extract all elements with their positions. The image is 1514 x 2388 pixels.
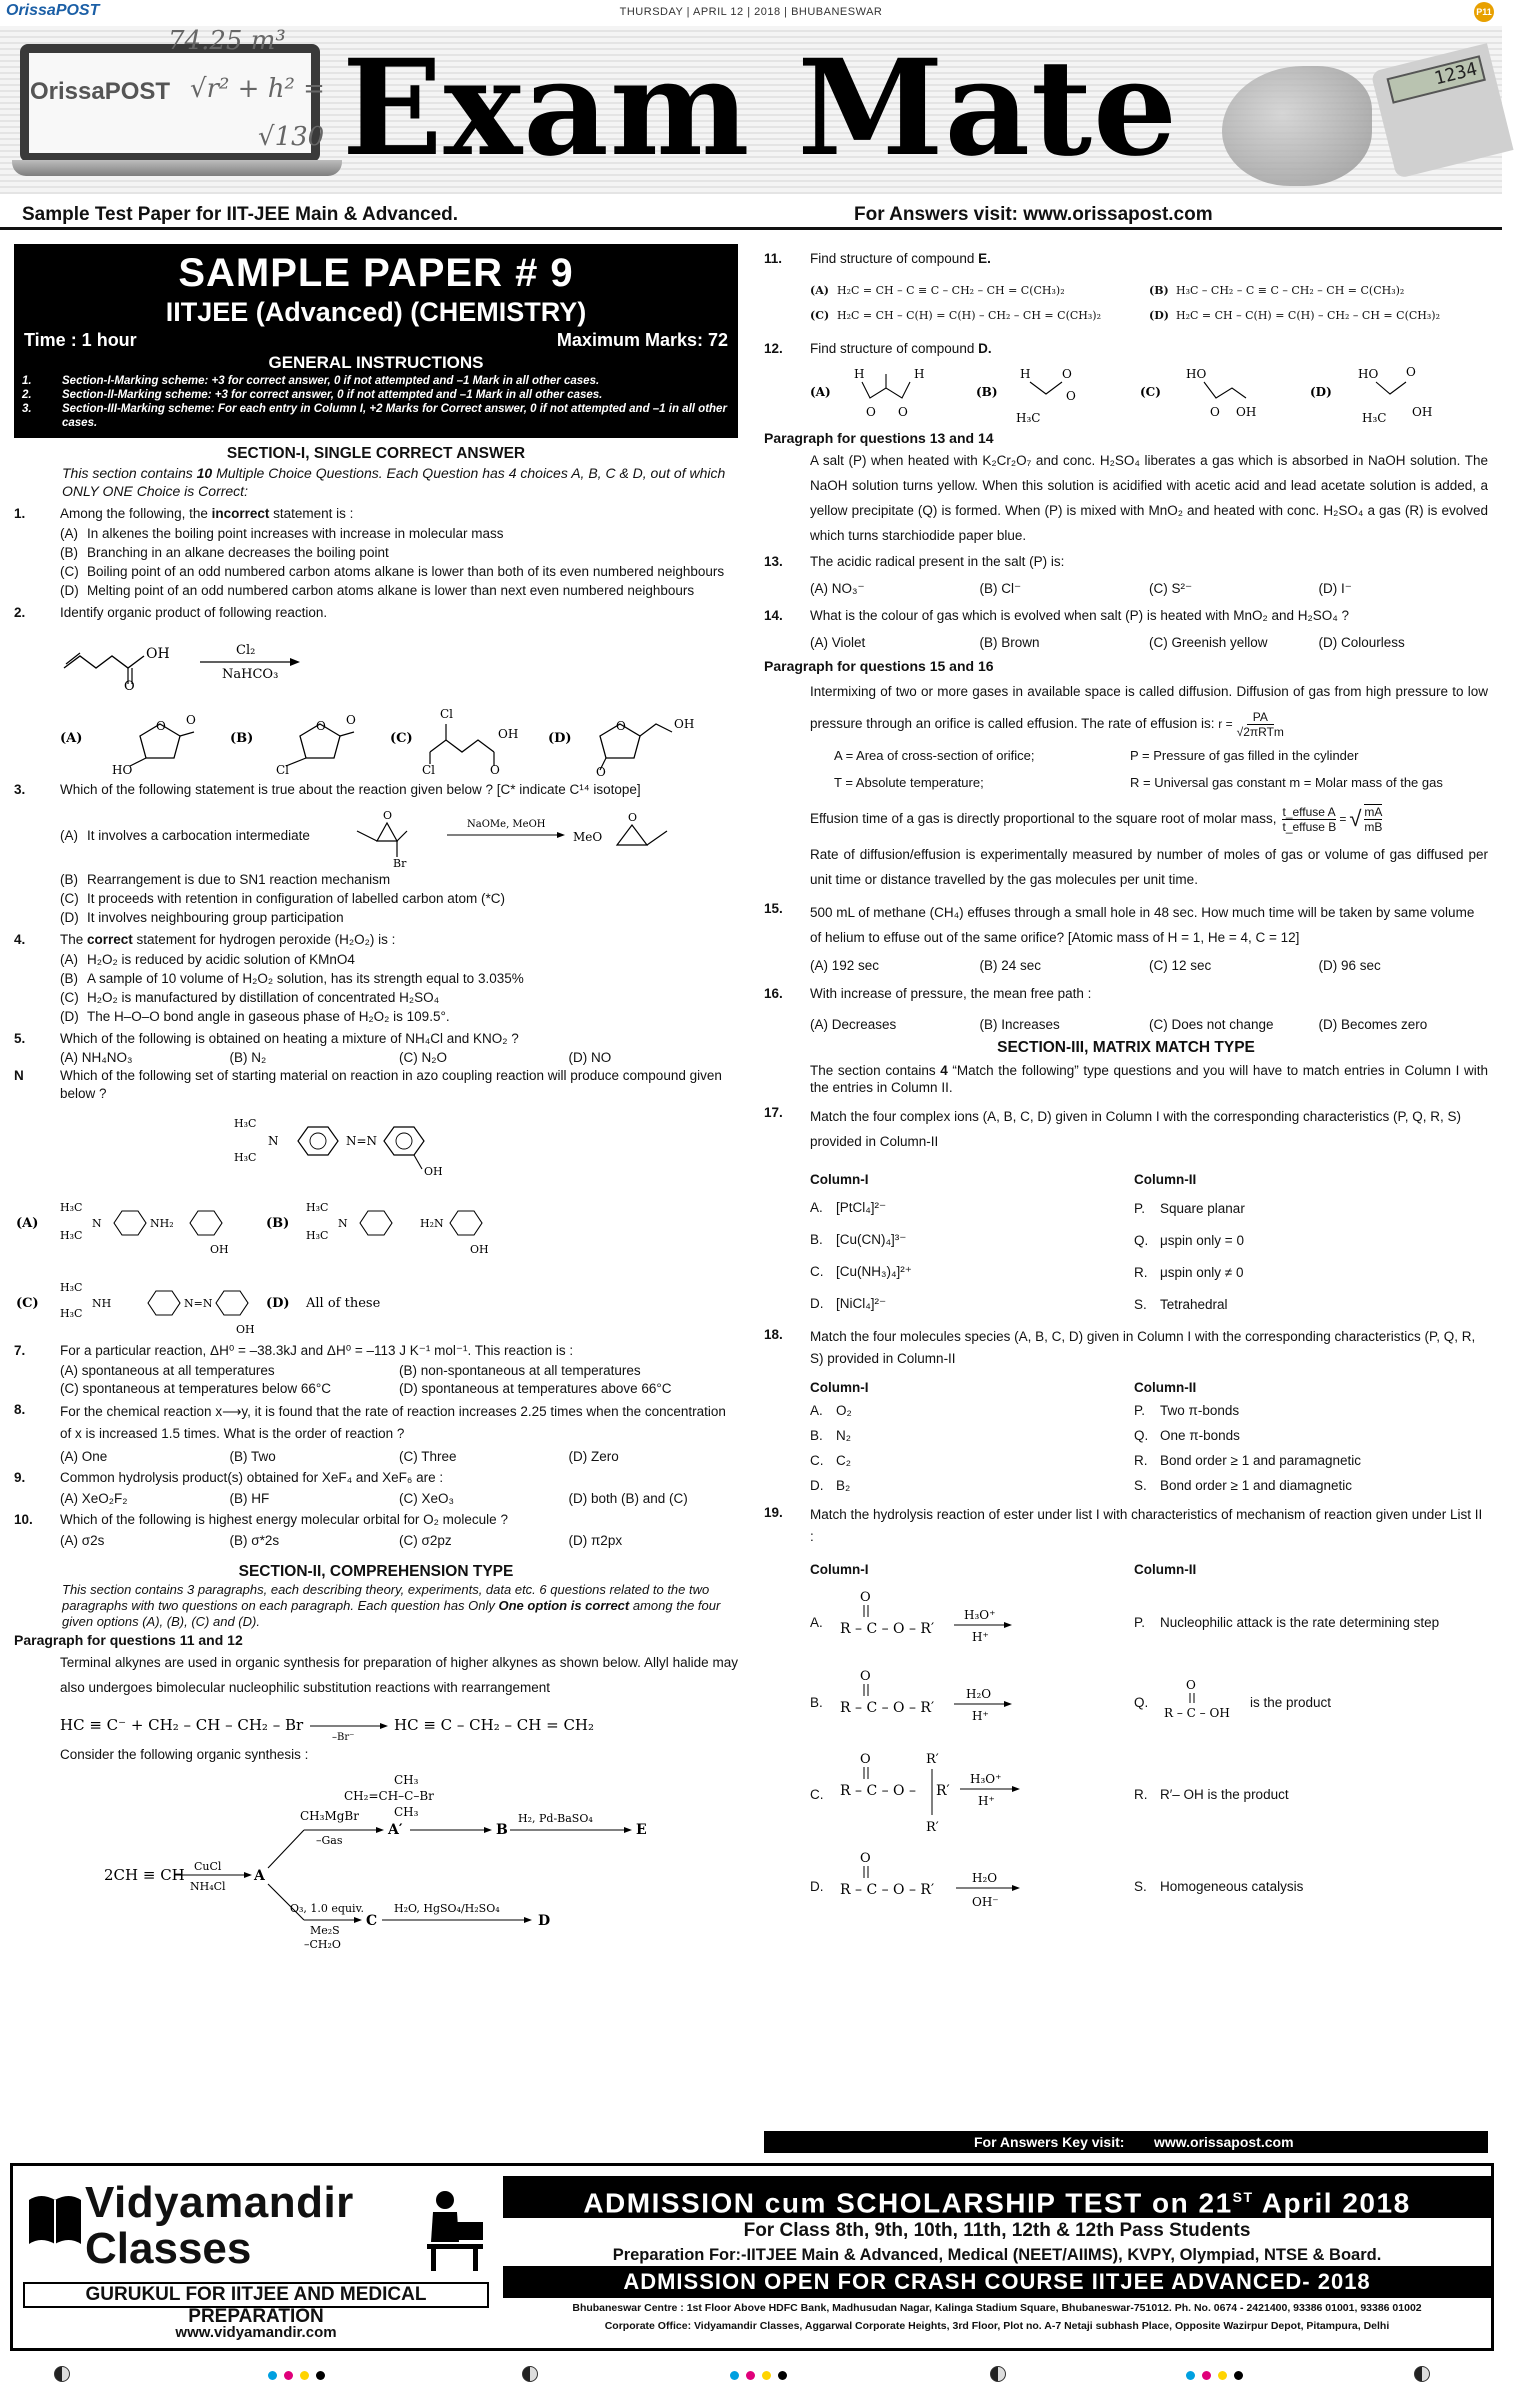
section-3-heading: SECTION-III, MATRIX MATCH TYPE (997, 1039, 1255, 1057)
ester-hydrolysis-d (836, 1848, 1056, 1924)
svg-text:H₃C: H₃C (60, 1201, 83, 1214)
option: (C) N₂O (399, 1050, 447, 1065)
svg-text:OH⁻: OH⁻ (972, 1895, 999, 1910)
question-7: 7. For a particular reaction, ΔH⁰ = –38.3kJ and ΔH⁰ = –113 J K⁻¹ mol⁻¹. This reaction is : (14, 1343, 574, 1358)
subtitle-left: Sample Test Paper for IIT-JEE Main & Advanced. (22, 204, 459, 225)
svg-text:H₃C: H₃C (1016, 411, 1041, 425)
svg-text:–Br⁻: –Br⁻ (332, 1732, 355, 1743)
svg-text:(D): (D) (548, 731, 572, 746)
math-decoration: √130 (258, 122, 325, 152)
registration-dot (1218, 2371, 1227, 2380)
svg-text:O₃, 1.0 equiv.: O₃, 1.0 equiv. (290, 1902, 364, 1915)
option: (B) Cl⁻ (979, 581, 1022, 596)
advert-address-bhubaneswar: Bhubaneswar Centre : 1st Floor Above HDFC Bank, Madhusudan Nagar, Kalinga Stadium Square, Bhubaneswar-751012. Ph. No. 0674 - 2421400, 93386 01001, 93386 01002 (572, 2302, 1422, 2314)
question-6-azo-compound (234, 1109, 738, 1181)
svg-text:A′: A′ (388, 1822, 403, 1838)
svg-text:OH: OH (146, 646, 170, 662)
question-9-options (14, 1491, 738, 1506)
option: (C) Three (399, 1449, 457, 1464)
effusion-time-text: Effusion time of a gas is directly proportional to the square root of molar mass, t_effuse A t_effuse B = √ mA mB (810, 804, 1383, 835)
question-12-options (810, 364, 1488, 426)
question-13: 13. The acidic radical present in the salt (P) is: (764, 554, 1065, 569)
alkyne-reaction (60, 1706, 738, 1742)
paragraph-11-12-heading: Paragraph for questions 11 and 12 (14, 1632, 243, 1648)
vidyamandir-advert (10, 2163, 1494, 2351)
option: (B) H₃C – CH₂ – C ≡ C – CH₂ – CH = C(CH₃)₂ (1149, 284, 1405, 297)
svg-text:H: H (854, 367, 865, 381)
book-icon (27, 2188, 83, 2248)
registration-dot (300, 2371, 309, 2380)
question-8: 8. For the chemical reaction x⟶y, it is found that the rate of reaction increases 2.25 times when the concentration of x is increased 1.5 times. What is the order of reaction ? (14, 1402, 726, 1441)
svg-text:(D): (D) (1310, 385, 1332, 399)
svg-text:H⁺: H⁺ (978, 1794, 995, 1809)
svg-text:HO: HO (1186, 367, 1207, 381)
registration-mark (1414, 2366, 1430, 2382)
answers-key-label: For Answers Key visit: (974, 2134, 1125, 2150)
svg-text:HO: HO (1358, 367, 1379, 381)
option: (A) Decreases (810, 1017, 897, 1033)
svg-text:NaHCO₃: NaHCO₃ (222, 667, 279, 682)
question-3-reaction (357, 801, 697, 869)
option: (A) In alkenes the boiling point increases with increase in molecular mass (60, 526, 504, 541)
svg-text:OH: OH (1412, 405, 1433, 419)
svg-text:O: O (866, 405, 876, 419)
option: (A) It involves a carbocation intermediate O Br NaOMe, MeOH MeO O (60, 801, 738, 869)
option: (D) both (B) and (C) (568, 1491, 688, 1506)
svg-text:Cl: Cl (276, 763, 290, 777)
registration-mark (54, 2366, 70, 2382)
advert-address-corporate: Corporate Office: Vidyamandir Classes, Aggarwal Corporate Heights, 3rd Floor, Plot no. A-7 Netaji subhash Place, Opposite Wazirpur Depot, Pitampura, Delhi (604, 2320, 1390, 2332)
question-5: 5. Which of the following is obtained on heating a mixture of NH₄Cl and KNO₂ ? (14, 1031, 519, 1046)
question-19-matrix: Column-I Column-II A. O R – C – O – R′ H₃O⁺ H⁺ P. Nucleophilic attack is the rate determining step B. O R – C – O – R′ H₂O H⁺ Q. O R – C – OH is the product C. O R – C – O – R′ R′ R′ H₃O⁺ H⁺ R. R′– OH is the product D. O R – C – O – R′ H₂O OH⁻ S. Homogeneous catalysis (764, 1554, 1488, 1928)
svg-text:(A): (A) (810, 385, 831, 399)
option: (B) N₂ (229, 1050, 267, 1065)
svg-text:H₃C: H₃C (306, 1229, 329, 1242)
svg-text:R – C – OH: R – C – OH (1164, 1706, 1230, 1721)
svg-text:N: N (338, 1217, 348, 1230)
svg-text:–CH₂O: –CH₂O (304, 1938, 341, 1951)
question-3-options (14, 801, 738, 926)
option: (B) HF (229, 1491, 270, 1506)
registration-dot (730, 2371, 739, 2380)
svg-text:HC ≡ C⁻ + CH₂ – CH – CH₂ – Br: HC ≡ C⁻ + CH₂ – CH – CH₂ – Br (60, 1716, 304, 1734)
advert-tagline: GURUKUL FOR IITJEE AND MEDICAL PREPARATION (23, 2282, 489, 2308)
advert-brand-name-2: Classes (85, 2224, 252, 2273)
svg-text:H₃C: H₃C (306, 1201, 329, 1214)
svg-text:O: O (860, 1669, 871, 1685)
advert-info-block (503, 2166, 1491, 2348)
registration-dot (1202, 2371, 1211, 2380)
ester-hydrolysis-c (836, 1749, 1056, 1839)
svg-text:H₃O⁺: H₃O⁺ (964, 1608, 996, 1623)
option: (D) π2px (568, 1533, 623, 1548)
svg-text:E: E (636, 1822, 647, 1838)
question-2-reaction (60, 628, 738, 694)
option: (C) Does not change (1149, 1017, 1274, 1033)
answers-key-bar (764, 2131, 1488, 2153)
svg-text:NaOMe, MeOH: NaOMe, MeOH (467, 819, 546, 830)
registration-mark (990, 2366, 1006, 2382)
svg-text:OH: OH (210, 1243, 229, 1256)
paper-time: Time : 1 hour (24, 330, 137, 350)
question-13-options (764, 581, 1488, 597)
question-4-options (14, 951, 738, 1025)
question-6-options (16, 1187, 738, 1337)
option: (D) Becomes zero (1318, 1017, 1428, 1033)
svg-text:NH₄Cl: NH₄Cl (190, 1880, 226, 1893)
svg-text:NH: NH (92, 1297, 112, 1310)
question-2-options (60, 696, 738, 779)
question-11-options (764, 282, 1488, 322)
option: (D) Melting point of an odd numbered carbon atoms alkane is lower than next even numbered neighbours (60, 583, 695, 598)
svg-text:H₃O⁺: H₃O⁺ (970, 1772, 1002, 1787)
question-15-options (764, 958, 1488, 973)
option: (D) 96 sec (1318, 958, 1381, 974)
svg-text:HO: HO (112, 763, 133, 777)
registration-dot (284, 2371, 293, 2380)
svg-text:H₃C: H₃C (234, 1117, 257, 1130)
option: (A) 192 sec (810, 958, 880, 974)
question-8-options (14, 1449, 738, 1464)
svg-text:O: O (1406, 365, 1416, 379)
svg-text:MeO: MeO (573, 830, 603, 844)
advert-website[interactable]: www.vidyamandir.com (175, 2324, 337, 2341)
laptop-illustration (12, 44, 342, 184)
svg-text:(A): (A) (16, 1216, 39, 1231)
option: (A) XeO₂F₂ (60, 1491, 128, 1506)
svg-text:O: O (124, 679, 135, 694)
advert-logo-block (19, 2176, 493, 2346)
question-12: 12. Find structure of compound D. (764, 341, 992, 356)
svg-text:R – C – O – R′: R – C – O – R′ (840, 1882, 935, 1899)
svg-text:O: O (860, 1590, 871, 1606)
question-9: 9. Common hydrolysis product(s) obtained for XeF₄ and XeF₆ are : (14, 1470, 444, 1485)
svg-text:O: O (1066, 389, 1076, 403)
option: (C) σ2pz (399, 1533, 452, 1548)
svg-text:O: O (898, 405, 908, 419)
svg-text:(A): (A) (60, 731, 83, 746)
paragraph-13-14-text: A salt (P) when heated with K₂Cr₂O₇ and conc. H₂SO₄ liberates a gas which is absorbed in NaOH solution. The NaOH solution turns yellow. When this solution is acidified with acetic acid and lead acetate solution is added, a yellow precipitate (Q) is formed. When (P) is mixed with MnO₂ and heated with conc. H₂SO₄ a gas (R) is evolved which turns starchiodide paper blue. (810, 453, 1488, 543)
math-decoration: 74.25 m³ (168, 26, 286, 56)
registration-dot (316, 2371, 325, 2380)
svg-text:(D): (D) (266, 1296, 290, 1311)
question-16: 16. With increase of pressure, the mean free path : (764, 986, 1092, 1002)
svg-text:OH: OH (674, 717, 695, 731)
option: (C) Greenish yellow (1149, 635, 1268, 650)
question-15: 15. 500 mL of methane (CH₄) effuses through a small hole in 48 sec. How much time will be taken by same volume of helium to effuse out of the same orifice? [Atomic mass of H = 1, He = 4, C = 12] (764, 901, 1475, 946)
svg-text:N=N: N=N (346, 1134, 378, 1148)
option: (C) 12 sec (1149, 958, 1212, 974)
svg-text:O: O (316, 719, 326, 733)
svg-text:N: N (268, 1134, 279, 1148)
svg-text:OH: OH (498, 727, 519, 741)
svg-text:H₃C: H₃C (60, 1307, 83, 1320)
option: (B) Brown (979, 635, 1040, 650)
svg-text:H₃C: H₃C (60, 1229, 83, 1242)
effusion-definitions: A = Area of cross-section of orifice; P = Pressure of gas filled in the cylinder T = Absolute temperature; R = Universal gas constant m = Molar mass of the gas (834, 748, 1443, 791)
svg-text:O: O (1186, 1678, 1196, 1693)
svg-text:Cl₂: Cl₂ (236, 643, 256, 658)
svg-text:OH: OH (424, 1165, 443, 1178)
svg-text:O: O (346, 713, 356, 727)
registration-dot (778, 2371, 787, 2380)
svg-text:R′: R′ (926, 1820, 939, 1836)
paper-title: SAMPLE PAPER # 9 (178, 251, 574, 295)
svg-text:HC ≡ C – CH₂ – CH = CH₂: HC ≡ C – CH₂ – CH = CH₂ (394, 1716, 595, 1734)
option: (D) spontaneous at temperatures above 66°C (399, 1381, 672, 1396)
svg-text:(B): (B) (266, 1216, 290, 1231)
svg-text:R – C – O –: R – C – O – (840, 1783, 916, 1800)
instruction-item: 2. Section-II-Marking scheme: +3 for correct answer, 0 if not attempted and –1 Mark in all other cases. (22, 389, 603, 401)
registration-dot (1186, 2371, 1195, 2380)
svg-text:(B): (B) (976, 385, 998, 399)
svg-text:O: O (1062, 367, 1072, 381)
svg-text:H: H (1020, 367, 1031, 381)
option: (A) One (60, 1449, 108, 1464)
paragraph-15-16-text: Intermixing of two or more gases in available space is called diffusion. Diffusion of gas from high pressure to low pressure through an orifice is called effusion. The rate of effusion is: r = PA √2πRTm (810, 684, 1488, 739)
registration-dot (746, 2371, 755, 2380)
organic-synthesis-scheme (104, 1770, 738, 1950)
option: (D) I⁻ (1318, 581, 1352, 596)
advert-preparation: Preparation For:-IITJEE Main & Advanced, Medical (NEET/AIIMS), KVPY, Olympiad, NTSE & Board. (612, 2246, 1382, 2264)
option: (D) Zero (568, 1449, 619, 1464)
option: (C) S²⁻ (1149, 581, 1193, 596)
svg-text:N: N (92, 1217, 102, 1230)
svg-text:Br: Br (393, 857, 407, 870)
section-1-intro: This section contains 10 Multiple Choice Questions. Each Question has 4 choices A, B, C & D, out of which ONLY ONE Choice is Correct: (62, 465, 726, 499)
svg-text:O: O (383, 809, 393, 822)
scholarship-test-banner: ADMISSION cum SCHOLARSHIP TEST on 21ST April 2018 (503, 2176, 1491, 2218)
paper-marks: Maximum Marks: 72 (556, 330, 728, 350)
question-10: 10. Which of the following is highest energy molecular orbital for O₂ molecule ? (14, 1512, 508, 1527)
svg-text:O: O (156, 719, 166, 733)
svg-text:O: O (616, 719, 626, 733)
question-6: N Which of the following set of starting material on reaction in azo coupling reaction will produce compound given below ? (14, 1068, 722, 1101)
option: (A) σ2s (60, 1533, 105, 1548)
svg-text:O: O (628, 811, 638, 824)
svg-text:–Gas: –Gas (316, 1834, 343, 1847)
svg-text:H: H (914, 367, 925, 381)
option: (A) Violet (810, 635, 866, 650)
crash-course-banner: ADMISSION OPEN FOR CRASH COURSE IITJEE ADVANCED- 2018 (503, 2266, 1491, 2298)
svg-text:(C): (C) (1140, 385, 1161, 399)
answers-key-link[interactable]: www.orissapost.com (1154, 2134, 1294, 2150)
svg-text:H₃C: H₃C (60, 1281, 83, 1294)
svg-text:OH: OH (1236, 405, 1257, 419)
svg-text:R – C – O – R′: R – C – O – R′ (840, 1621, 935, 1638)
svg-text:CH₂=CH–C–Br: CH₂=CH–C–Br (344, 1789, 434, 1803)
option: (C) XeO₃ (399, 1491, 455, 1506)
question-5-options (14, 1050, 738, 1065)
top-bar (0, 0, 1502, 26)
svg-text:H₂N: H₂N (420, 1217, 444, 1230)
svg-text:(C): (C) (390, 731, 413, 746)
dateline: THURSDAY | APRIL 12 | 2018 | BHUBANESWAR (619, 6, 883, 18)
svg-text:H₃C: H₃C (234, 1151, 257, 1164)
question-1-options (14, 525, 738, 599)
option: (C) H₂C = CH – C(H) = C(H) – CH₂ – CH = C(CH₃)₂ (810, 309, 1101, 322)
option: (B) σ*2s (229, 1533, 280, 1548)
svg-text:Me₂S: Me₂S (310, 1924, 340, 1937)
option: (B) 24 sec (979, 958, 1042, 974)
option: (D) Colourless (1318, 635, 1405, 650)
svg-text:H₂O: H₂O (972, 1871, 998, 1886)
consider-synthesis-text: Consider the following organic synthesis : (60, 1747, 309, 1762)
option: (B) Branching in an alkane decreases the boiling point (60, 545, 389, 560)
question-3: 3. Which of the following statement is true about the reaction given below ? [C* indicate C¹⁴ isotope] (14, 782, 641, 797)
ester-hydrolysis-b (836, 1666, 1036, 1738)
section-2-intro: This section contains 3 paragraphs, each describing theory, experiments, data etc. 6 questions related to the two paragraphs with two questions on each paragraph. Each question has Only One option is correct among the four given options (A), (B), (C) and (D). (62, 1582, 721, 1629)
question-7-options (14, 1363, 738, 1396)
ester-hydrolysis-a (836, 1587, 1036, 1657)
question-14-options (764, 635, 1488, 650)
print-registration-marks (0, 2366, 1502, 2386)
svg-text:OH: OH (470, 1243, 489, 1256)
svg-text:Cl: Cl (440, 707, 454, 721)
diffusion-rate-text: Rate of diffusion/effusion is experimentally measured by number of moles of gas or volume of gas diffused per unit time or distance travelled by the gas molecules per unit time. (810, 847, 1488, 888)
svg-text:(B): (B) (230, 731, 254, 746)
svg-text:R′: R′ (926, 1752, 939, 1768)
option: (A) NH₄NO₃ (60, 1050, 133, 1065)
option: (B) non-spontaneous at all temperatures (399, 1363, 641, 1378)
calculator-illustration (1370, 43, 1513, 179)
section-1-heading: SECTION-I, SINGLE CORRECT ANSWER (226, 445, 526, 462)
svg-text:O: O (490, 763, 500, 777)
instruction-item: 3. Section-III-Marking scheme: For each entry in Column I, +2 Marks for Correct answer, 0 if not attempted and –1 in all other cases. (22, 403, 727, 429)
paper-header-box (14, 244, 738, 438)
orissapost-logo: OrissaPOST (6, 2, 100, 19)
question-2: 2. Identify organic product of following reaction. (14, 605, 328, 620)
option: (D) NO (568, 1050, 612, 1065)
svg-text:H₂O: H₂O (966, 1687, 992, 1702)
registration-dot (268, 2371, 277, 2380)
option: (C) spontaneous at temperatures below 66°C (60, 1381, 332, 1396)
option: (D) It involves neighbouring group participation (60, 910, 344, 925)
svg-text:O: O (1210, 405, 1220, 419)
question-17: 17. Match the four complex ions (A, B, C, D) given in Column I with the corresponding characteristics (P, Q, R, S) provided in Column-II (764, 1105, 1462, 1150)
option: (C) It proceeds with retention in configuration of labelled carbon atom (*C) (60, 891, 505, 906)
svg-text:CH₃: CH₃ (394, 1773, 419, 1787)
paragraph-15-16-heading: Paragraph for questions 15 and 16 (764, 658, 994, 674)
math-decoration: √r² + h² = (190, 74, 325, 104)
svg-text:CH₃: CH₃ (394, 1805, 419, 1819)
section-2-heading: SECTION-II, COMPREHENSION TYPE (238, 1563, 514, 1580)
page-number-badge: P11 (1474, 2, 1494, 22)
banner-title: Exam Mate (341, 31, 1179, 186)
svg-text:N=N: N=N (184, 1297, 213, 1310)
option: (A) H₂O₂ is reduced by acidic solution of KMnO4 (60, 952, 355, 967)
option: (A) H₂C = CH – C ≡ C – CH₂ – CH = C(CH₃)₂ (810, 284, 1065, 297)
question-18-matrix: Column-I Column-II A. O₂ P. Two π-bonds B. N₂ Q. One π-bonds C. C₂ R. Bond order ≥ 1 and paramagnetic D. B₂ S. Bond order ≥ 1 and diamagnetic (810, 1379, 1362, 1494)
option: (C) H₂O₂ is manufactured by distillation of concentrated H₂SO₄ (60, 990, 440, 1005)
svg-text:R′: R′ (936, 1783, 950, 1800)
option: (B) A sample of 10 volume of H₂O₂ solution, has its strength equal to 3.035% (60, 971, 524, 986)
hand-illustration (1222, 66, 1372, 186)
svg-text:H₂, Pd-BaSO₄: H₂, Pd-BaSO₄ (518, 1812, 593, 1825)
svg-text:OH: OH (236, 1323, 255, 1336)
svg-text:R – C – O – R′: R – C – O – R′ (840, 1700, 935, 1717)
option: (D) The H–O–O bond angle in gaseous phase of H₂O₂ is 109.5°. (60, 1009, 450, 1024)
question-11: 11. Find structure of compound E. (764, 251, 991, 266)
student-desk-icon (419, 2186, 485, 2272)
subtitle-right: For Answers visit: www.orissapost.com (854, 204, 1213, 225)
instruction-item: 1. Section-I-Marking scheme: +3 for correct answer, 0 if not attempted and –1 Mark in all other cases. (22, 375, 600, 387)
question-18: 18. Match the four molecules species (A, B, C, D) given in Column I with the corresponding characteristics (P, Q, R, S) provided in Column-II (764, 1327, 1476, 1367)
option: (B) Increases (979, 1017, 1060, 1033)
option: (A) NO₃⁻ (810, 581, 865, 596)
option: (B) Rearrangement is due to SN1 reaction mechanism (60, 872, 391, 887)
question-4: 4. The correct statement for hydrogen peroxide (H₂O₂) is : (14, 932, 396, 947)
carboxylic-acid-structure (1160, 1677, 1250, 1727)
registration-dot (1234, 2371, 1243, 2380)
svg-text:CH₃MgBr: CH₃MgBr (300, 1809, 359, 1823)
svg-text:H⁺: H⁺ (972, 1709, 989, 1724)
svg-text:B: B (496, 1822, 508, 1838)
registration-dot (762, 2371, 771, 2380)
exam-mate-banner (0, 26, 1502, 194)
question-1: 1. Among the following, the incorrect statement is : (14, 506, 354, 521)
svg-text:O: O (860, 1752, 871, 1768)
svg-text:D: D (538, 1913, 551, 1929)
option: (A) spontaneous at all temperatures (60, 1363, 275, 1378)
svg-text:H⁺: H⁺ (972, 1630, 989, 1645)
question-14: 14. What is the colour of gas which is evolved when salt (P) is heated with MnO₂ and H₂SO₄ ? (764, 608, 1349, 623)
question-10-options (14, 1533, 738, 1548)
paragraph-11-12-text: Terminal alkynes are used in organic synthesis for preparation of higher alkynes as shown below. Allyl halide may also undergoes bimolecular nucleophilic substitution reactions with rearrangement (60, 1655, 738, 1695)
svg-text:(C): (C) (16, 1296, 39, 1311)
svg-text:O: O (596, 765, 606, 779)
svg-text:All of these: All of these (306, 1296, 381, 1311)
question-17-matrix: Column-I Column-II A. [PtCl₄]²⁻ P. Square planar B. [Cu(CN)₄]³⁻ Q. μspin only = 0 C. [Cu(NH₃)₄]²⁺ R. μspin only ≠ 0 D. [NiCl₄]²⁻ S. Tetrahedral (810, 1171, 1245, 1312)
svg-text:2CH ≡ CH: 2CH ≡ CH (104, 1866, 185, 1884)
svg-text:H₂O, HgSO₄/H₂SO₄: H₂O, HgSO₄/H₂SO₄ (394, 1902, 500, 1915)
question-19: 19. Match the hydrolysis reaction of ester under list I with characteristics of mechanism of reaction given under List II : (764, 1505, 1483, 1545)
svg-text:CuCl: CuCl (194, 1860, 222, 1873)
svg-text:O: O (186, 713, 196, 727)
svg-text:O: O (860, 1851, 871, 1867)
subtitle-bar (0, 196, 1502, 230)
option: (D) H₂C = CH – C(H) = C(H) – CH₂ – CH = C(CH₃)₂ (1149, 309, 1440, 322)
calculator-display: 1234 (1386, 55, 1485, 103)
left-column (14, 244, 738, 1954)
svg-text:NH₂: NH₂ (150, 1217, 174, 1230)
svg-text:C: C (366, 1913, 378, 1929)
laptop-logo: OrissaPOST (30, 78, 171, 105)
general-instructions-heading: GENERAL INSTRUCTIONS (268, 353, 484, 372)
right-column (764, 250, 1488, 1928)
section-3-intro: The section contains 4 “Match the following” type questions and you will have to match entries in Column I with the entries in Column II. (810, 1063, 1488, 1096)
advert-brand-name: Vidyamandir (85, 2178, 354, 2227)
option: (C) Boiling point of an odd numbered carbon atoms alkane is lower than both of its even numbered neighbours (60, 564, 725, 579)
svg-text:H₃C: H₃C (1362, 411, 1387, 425)
option: (B) Two (229, 1449, 276, 1464)
paragraph-13-14-heading: Paragraph for questions 13 and 14 (764, 430, 994, 446)
svg-text:Cl: Cl (422, 763, 436, 777)
registration-mark (522, 2366, 538, 2382)
advert-classes: For Class 8th, 9th, 10th, 11th, 12th & 12th Pass Students (743, 2220, 1251, 2241)
svg-text:A: A (254, 1868, 265, 1884)
question-16-options (764, 1017, 1488, 1032)
paper-subtitle: IITJEE (Advanced) (CHEMISTRY) (165, 297, 587, 327)
